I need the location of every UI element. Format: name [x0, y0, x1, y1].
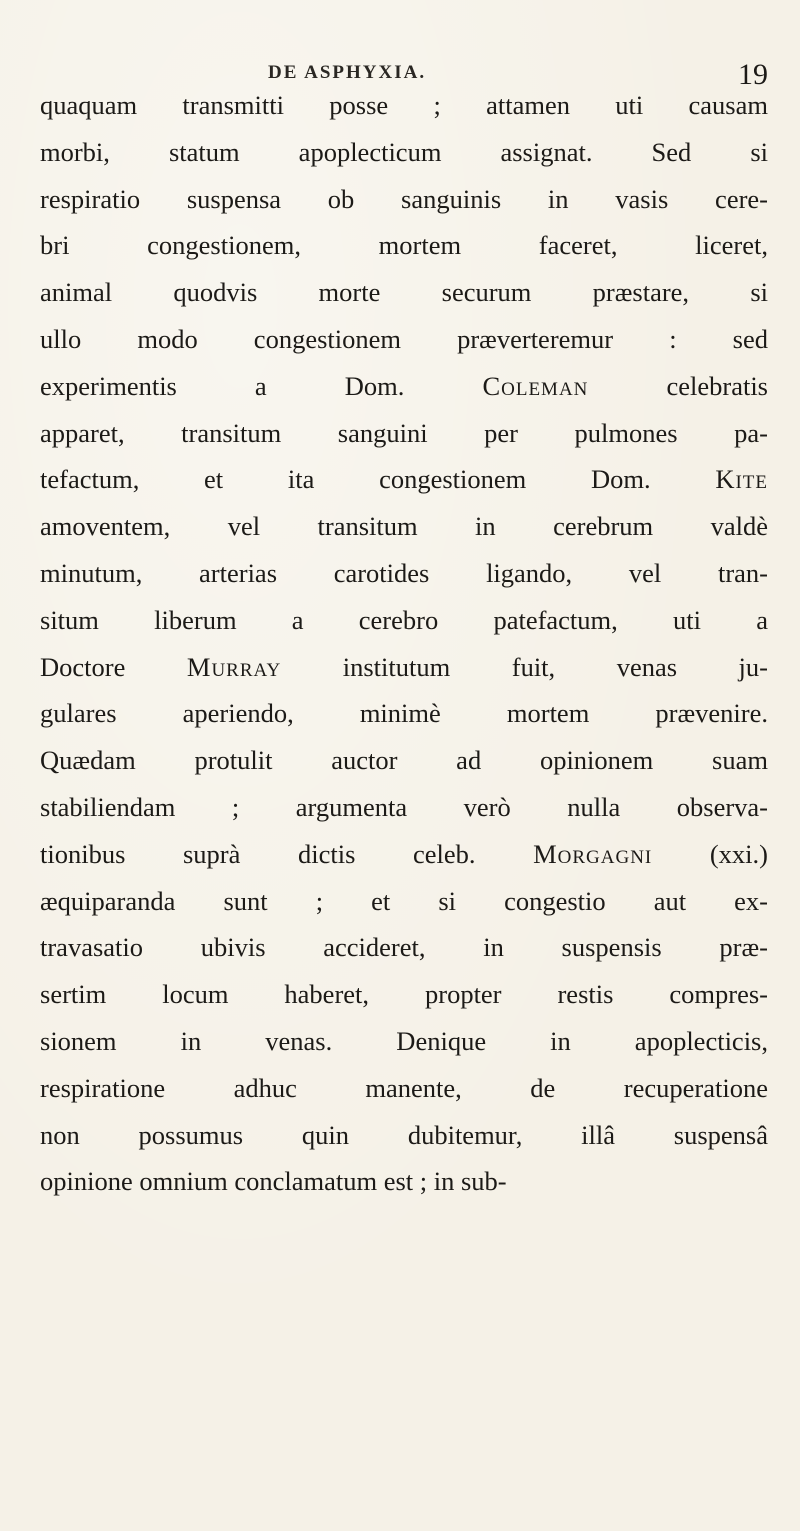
text-line: respiratione adhuc manente, de recuperatione — [40, 1072, 768, 1103]
page-number: 19 — [738, 58, 768, 91]
text-line: non possumus quin dubitemur, illâ suspensâ — [40, 1119, 768, 1150]
text-line: Doctore Murray institutum fuit, venas ju- — [40, 651, 768, 682]
text-line: animal quodvis morte securum præstare, si — [40, 277, 768, 308]
text-line: stabiliendam ; argumenta verò nulla observa- — [40, 791, 768, 822]
text-line: æquiparanda sunt ; et si congestio aut ex- — [40, 885, 768, 916]
text-line: apparet, transitum sanguini per pulmones pa- — [40, 417, 768, 448]
body-text — [40, 82, 768, 1205]
text-line: bri congestionem, mortem faceret, liceret, — [40, 230, 768, 261]
text-line: tefactum, et ita congestionem Dom. Kite — [40, 464, 768, 495]
text-line: morbi, statum apoplecticum assignat. Sed si — [40, 136, 768, 167]
text-line: sertim locum haberet, propter restis compres- — [40, 979, 768, 1010]
text-line: sionem in venas. Denique in apoplecticis, — [40, 1025, 768, 1056]
running-title: DE ASPHYXIA. — [268, 62, 427, 83]
text-line: Quædam protulit auctor ad opinionem suam — [40, 745, 768, 776]
text-line: respiratio suspensa ob sanguinis in vasis cere- — [40, 183, 768, 214]
text-line: travasatio ubivis accideret, in suspensis præ- — [40, 932, 768, 963]
text-line: quaquam transmitti posse ; attamen uti causam — [40, 90, 768, 120]
text-line: ullo modo congestionem præverteremur : sed — [40, 323, 768, 354]
text-line: tionibus suprà dictis celeb. Morgagni (xxi.) — [40, 838, 768, 869]
text-line: opinione omnium conclamatum est ; in sub- — [40, 1166, 507, 1197]
text-line: amoventem, vel transitum in cerebrum valdè — [40, 511, 768, 542]
text-line: minutum, arterias carotides ligando, vel tran- — [40, 557, 768, 588]
text-line: situm liberum a cerebro patefactum, uti a — [40, 604, 768, 635]
text-line: experimentis a Dom. Coleman celebratis — [40, 370, 768, 401]
text-line: gulares aperiendo, minimè mortem prævenire. — [40, 698, 768, 729]
